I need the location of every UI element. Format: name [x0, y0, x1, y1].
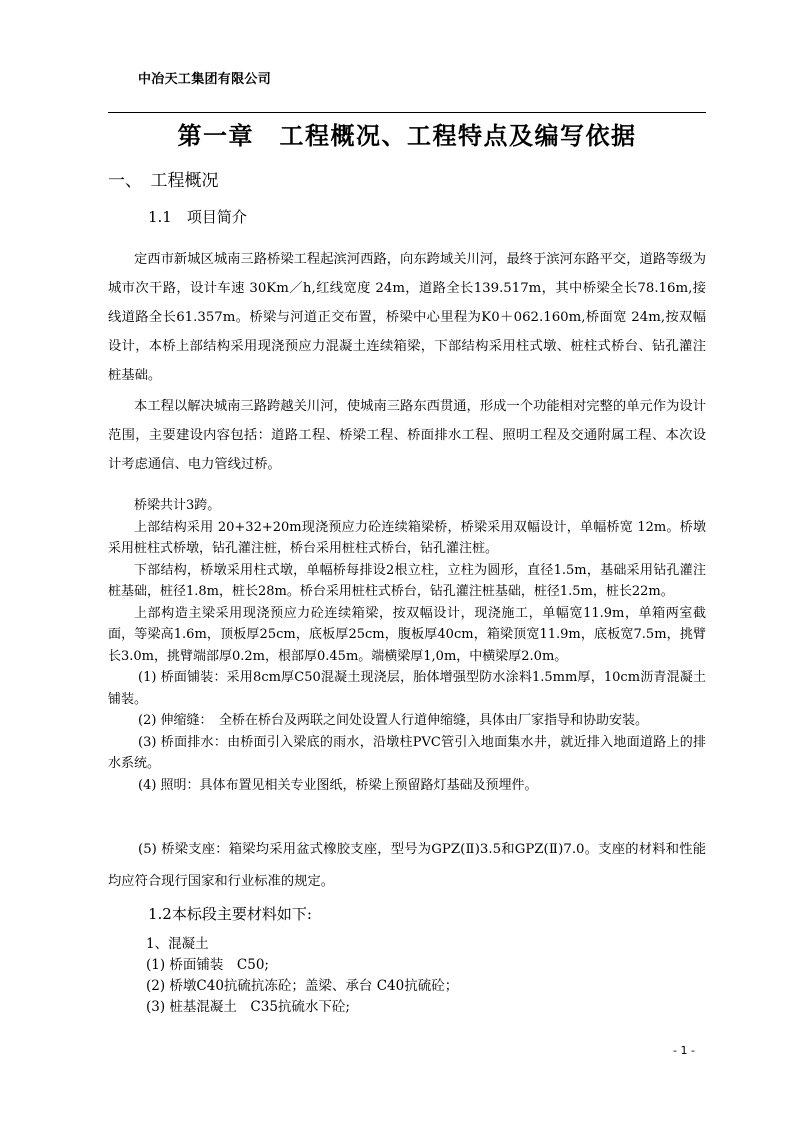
upper-structure-paragraph: 上部结构采用 20+32+20m现浇预应力砼连续箱梁桥，桥梁采用双幅设计，单幅桥宽 12m。桥墩采用桩柱式桥墩，钻孔灌注桩，桥台采用桩柱式桥台，钻孔灌注桩。 [108, 519, 706, 556]
subsection-heading-1-2: 1.2本标段主要材料如下: [148, 905, 312, 923]
material-item: (2) 桥墩C40抗硫抗冻砼；盖梁、承台 C40抗硫砼； [146, 978, 459, 994]
deck-paving-item: (1) 桥面铺装：采用8cm厚C50混凝土现浇层，胎体增强型防水涂料1.5mm厚，10cm沥青混凝土铺装。 [108, 670, 706, 707]
material-item: (1) 桥面铺装 C50; [146, 957, 269, 973]
intro-paragraph-1: 定西市新城区城南三路桥梁工程起滨河西路，向东跨域关川河，最终于滨河东路平交，道路等级为城市次干路，设计车速 30Km／h,红线宽度 24m，道路全长139.517m，其中桥梁全长78.16m,接线道路全长61.357m。桥梁与河道正交布置，桥梁中心里程为K0＋062.160m,桥面宽 24m,按双幅设计，本桥上部结构采用现浇预应力混凝土连续箱梁，下部结构采用柱式墩、桩柱式桥台、钻孔灌注桩基础。 [108, 252, 706, 383]
bearing-section [108, 834, 706, 898]
main-beam-paragraph: 上部构造主梁采用现浇预应力砼连续箱梁，按双幅设计，现浇施工，单幅宽11.9m，单箱两室截面，等梁高1.6m，顶板厚25cm，底板厚25cm，腹板厚40cm，箱梁顶宽11.9m，底板宽7.5m，挑臂长3.0m，挑臂端部厚0.2m，根部厚0.45m。端横梁厚1,0m，中横梁厚2.0m。 [108, 605, 706, 664]
page-number: - 1 - [673, 1044, 695, 1057]
lower-structure-paragraph: 下部结构，桥墩采用柱式墩，单幅桥每排设2根立柱，立柱为圆形，直径1.5m，基础采用钻孔灌注桩基础，桩径1.8m，桩长28m。桥台采用桩柱式桥台，钻孔灌注桩基础，桩径1.5m，桩长22m。 [108, 562, 706, 599]
details-section [108, 495, 706, 796]
intro-paragraph-2: 本工程以解决城南三路跨越关川河，使城南三路东西贯通，形成一个功能相对完整的单元作为设计范围，主要建设内容包括：道路工程、桥梁工程、桥面排水工程、照明工程及交通附属工程、本次设计考虑通信、电力管线过桥。 [108, 399, 706, 472]
material-item: (3) 桩基混凝土 C35抗硫水下砼; [146, 999, 350, 1015]
drainage-item: (3) 桥面排水：由桥面引入梁底的雨水，沿墩柱PVC管引入地面集水井，就近排入地面道路上的排水系统。 [108, 734, 706, 771]
chapter-title: 第一章 工程概况、工程特点及编写依据 [177, 121, 637, 150]
section-heading: 一、 工程概况 [108, 171, 219, 191]
subsection-heading-1-1: 1.1 项目简介 [148, 208, 247, 226]
expansion-joint-item: (2) 伸缩缝： 全桥在桥台及两联之间处设置人行道伸缩缝，具体由厂家指导和协助安装。 [138, 713, 649, 728]
materials-heading: 1、混凝土 [146, 936, 209, 952]
bearing-paragraph: (5) 桥梁支座：箱梁均采用盆式橡胶支座，型号为GPZ(Ⅱ)3.5和GPZ(Ⅱ)7.0。支座的材料和性能均应符合现行国家和行业标准的规定。 [108, 842, 706, 889]
lighting-item: (4) 照明：具体布置见相关专业图纸，桥梁上预留路灯基础及预埋件。 [138, 777, 538, 793]
intro-section [108, 245, 706, 479]
materials-list [146, 934, 458, 1018]
spans-paragraph: 桥梁共计3跨。 [134, 498, 221, 513]
company-header: 中冶天工集团有限公司 [138, 72, 272, 87]
header-divider [108, 112, 706, 113]
